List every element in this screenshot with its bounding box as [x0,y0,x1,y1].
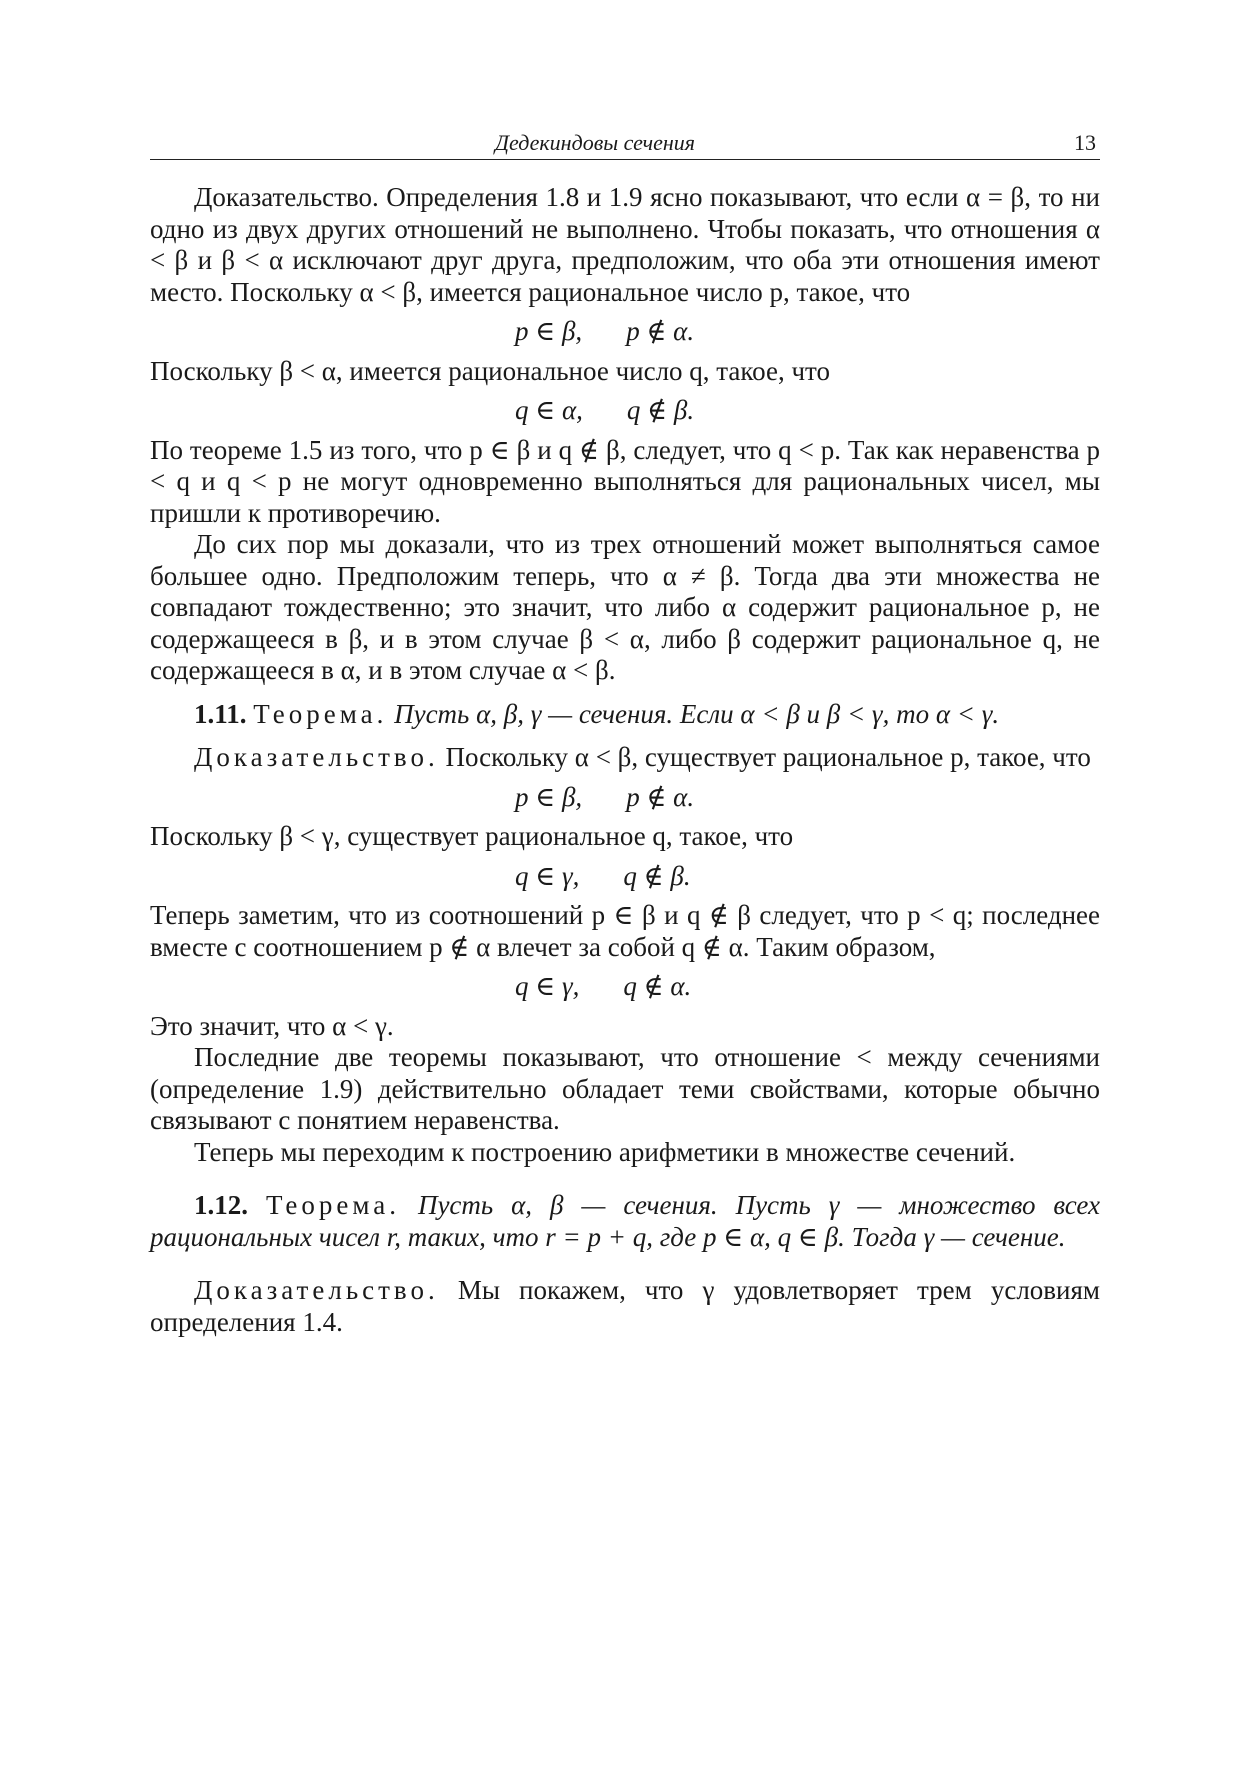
formula-part: q ∈ γ, [515,971,580,1001]
formula-part: q ∉ α. [623,971,692,1001]
proof-paragraph-2: Поскольку β < α, имеется рациональное число q, такое, что [150,355,830,386]
theorem-number: 1.12. [194,1190,248,1220]
proof-paragraph-7: Теперь заметим, что из соотношений p ∈ β и q ∉ β следует, что p < q; последнее вместе с соотношением p ∉ α влечет за собой q ∉ α. Таким образом, [150,900,1100,962]
formula-part: p ∉ α. [626,781,695,812]
proof-paragraph-8: Это значит, что α < γ. [150,1010,394,1041]
formula-part: q ∉ β. [623,860,691,891]
proof-paragraph-3: По теореме 1.5 из того, что p ∈ β и q ∉ β, следует, что q < p. Так как неравенства p < q и q < p не могут одновременно выполняться для рациональных чисел, мы пришли к противоречию. [150,434,1100,528]
formula-part: p ∈ β, [515,316,583,346]
display-formula-4 [150,861,1100,893]
formula-part: q ∈ α, [515,395,583,425]
formula-part: p ∉ α. [626,316,695,346]
proof-label: Доказательство. [194,1275,439,1305]
proof-paragraph-6: Поскольку β < γ, существует рациональное q, такое, что [150,821,794,851]
theorem-number: 1.11. [194,698,247,729]
display-formula-3 [150,782,1100,814]
display-formula-5 [150,971,1100,1003]
proof-text: Мы покажем, что γ удовлетворяет трем условиям определения 1.4. [150,1275,1100,1337]
theorem-statement: Пусть α, β, γ — сечения. Если α < β и β < γ, то α < γ. [394,698,1000,729]
running-header [150,130,1100,160]
proof-paragraph-4: До сих пор мы доказали, что из трех отношений может выполняться самое большее одно. Предположим теперь, что α ≠ β. Тогда два эти множества не совпадают тождественно; это значит, что либо α содержит рациональное p, не содержащееся в β, и в этом случае β < α, либо β содержит рациональное q, не содержащееся в α, и в этом случае α < β. [150,529,1100,685]
paragraph-9: Последние две теоремы показывают, что отношение < между сечениями (определение 1.9) действительно обладает теми свойствами, которые обычно связывают с понятием неравенства. [150,1042,1100,1135]
proof-paragraph-1: Доказательство. Определения 1.8 и 1.9 ясно показывают, что если α = β, то ни одно из двух других отношений не выполнено. Чтобы показать, что отношения α < β и β < α исключают друг друга, предположим, что оба эти отношения имеют место. Поскольку α < β, имеется рациональное число p, такое, что [150,182,1100,307]
display-formula-2 [150,395,1100,427]
proof-1-12 [150,1275,1100,1338]
page-number: 13 [1074,130,1096,155]
formula-part: p ∈ β, [515,781,583,812]
proof-1-11 [150,742,1100,774]
proof-label: Доказательство. [194,742,439,772]
theorem-label: Теорема. [253,698,388,729]
theorem-label: Теорема. [265,1190,401,1220]
theorem-1-12 [150,1190,1100,1253]
formula-part: q ∉ β. [626,395,695,425]
paragraph-10: Теперь мы переходим к построению арифметики в множестве сечений. [194,1136,1016,1167]
display-formula-1 [150,316,1100,348]
running-title: Дедекиндовы сечения [495,130,696,155]
proof-text: Поскольку α < β, существует рациональное p, такое, что [445,742,1091,772]
book-page [150,130,1100,1338]
theorem-statement: Пусть α, β — сечения. Пусть γ — множество всех рациональных чисел r, таких, что r = p + q, где p ∈ α, q ∈ β. Тогда γ — сечение. [150,1190,1100,1252]
theorem-1-11 [150,699,1100,731]
formula-part: q ∈ γ, [515,860,580,891]
